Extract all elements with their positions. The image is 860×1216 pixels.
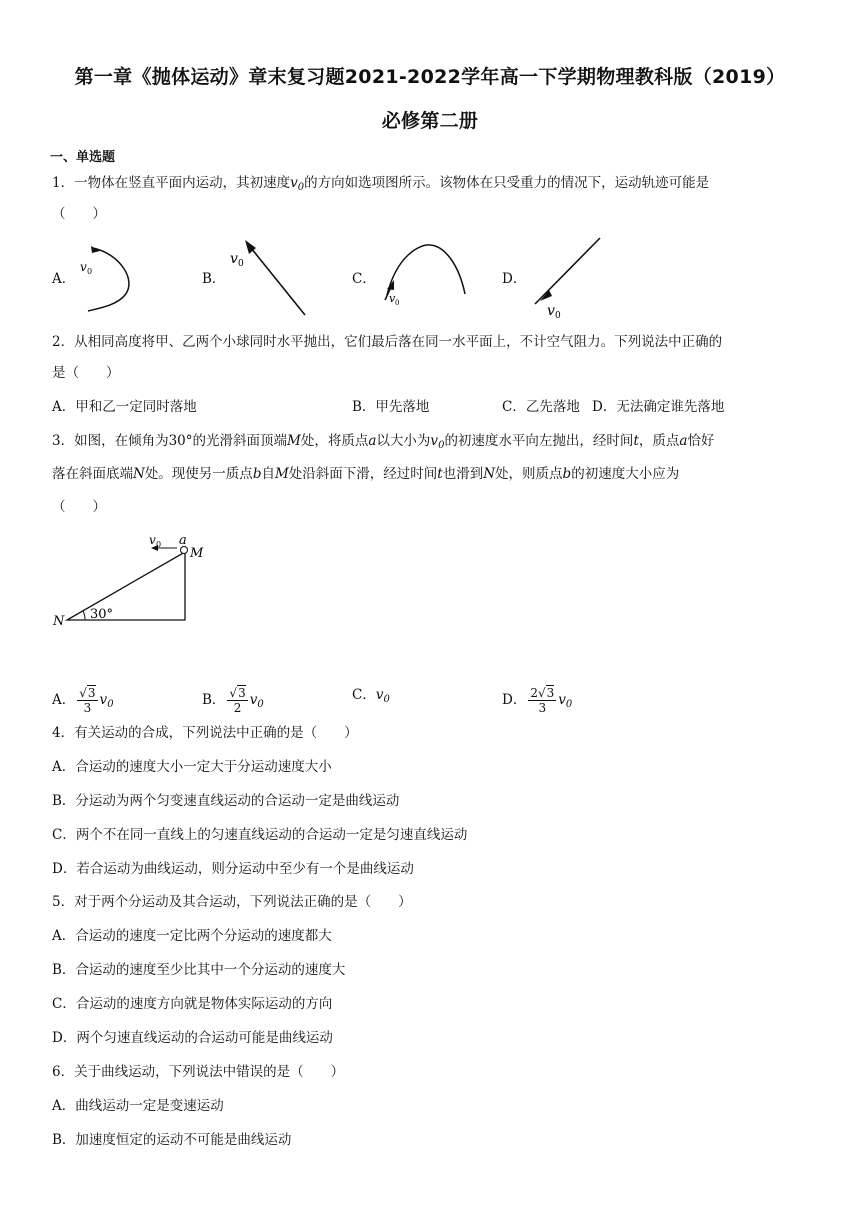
q3-option-d: D． $\frac{2√3}{3}$ $v_0$ <box>502 686 573 715</box>
svg-text:0: 0 <box>238 259 244 269</box>
svg-text:a: a <box>179 533 187 548</box>
q1-option-d-figure <box>525 232 610 322</box>
q2-option-d: D．无法确定谁先落地 <box>592 399 725 415</box>
question-2-stem-line-1: 2．从相同高度将甲、乙两个小球同时水平抛出，它们最后落在同一水平面上，不计空气阻力。下列说法中正确的 <box>52 334 723 350</box>
document-title-line-1: 第一章《抛体运动》章末复习题2021-2022学年高一下学期物理教科版（2019） <box>74 66 786 88</box>
svg-text:0: 0 <box>395 299 400 307</box>
q3-option-c: C．$v_0$ <box>352 687 390 705</box>
svg-text:0: 0 <box>87 267 93 276</box>
q5-option-c: C．合运动的速度方向就是物体实际运动的方向 <box>52 996 333 1012</box>
svg-text:0: 0 <box>555 311 561 321</box>
q3-option-a: A． $\frac{√3}{3}$ $v_0$ <box>52 686 114 715</box>
q4-option-d: D．若合运动为曲线运动，则分运动中至少有一个是曲线运动 <box>52 861 414 877</box>
q1-option-d-label: D． <box>502 271 527 287</box>
question-5-stem: 5．对于两个分运动及其合运动，下列说法正确的是（ ） <box>52 894 412 910</box>
svg-text:M: M <box>190 546 204 561</box>
q1-option-b-figure <box>225 235 315 320</box>
q4-option-c: C．两个不在同一直线上的匀速直线运动的合运动一定是匀速直线运动 <box>52 827 468 843</box>
question-3-paren: （ ） <box>52 499 106 515</box>
q5-option-a: A．合运动的速度一定比两个分运动的速度都大 <box>52 928 332 944</box>
question-3-stem-line-2: 落在斜面底端N处。现使另一质点b自M处沿斜面下滑，经过时间t也滑到N处，则质点b的初速度大小应为 <box>52 466 680 482</box>
question-4-stem: 4．有关运动的合成，下列说法中正确的是（ ） <box>52 725 358 741</box>
q2-option-c: C．乙先落地 <box>502 399 580 415</box>
section-heading-single-choice: 一、单选题 <box>50 150 116 165</box>
question-3-stem-line-1: 3．如图，在倾角为30°的光滑斜面顶端M处，将质点a以大小为$v_0$的初速度水平向左抛出，经时间t，质点a恰好 <box>52 433 715 451</box>
question-1-paren: （ ） <box>52 206 106 222</box>
q1-option-b-label: B． <box>202 271 226 287</box>
svg-text:v: v <box>230 251 238 267</box>
q5-option-d: D．两个匀速直线运动的合运动可能是曲线运动 <box>52 1030 333 1046</box>
q6-option-a: A．曲线运动一定是变速运动 <box>52 1098 224 1114</box>
q2-option-a: A．甲和乙一定同时落地 <box>52 399 197 415</box>
q1-option-c-label: C． <box>352 271 376 287</box>
q4-option-a: A．合运动的速度大小一定大于分运动速度大小 <box>52 759 332 775</box>
q6-option-b: B．加速度恒定的运动不可能是曲线运动 <box>52 1132 292 1148</box>
q5-option-b: B．合运动的速度至少比其中一个分运动的速度大 <box>52 962 346 978</box>
q1-option-a-figure <box>75 240 145 315</box>
q4-option-b: B．分运动为两个匀变速直线运动的合运动一定是曲线运动 <box>52 793 400 809</box>
q1-option-c-figure <box>375 240 475 310</box>
q1-option-a-label: A． <box>52 271 76 287</box>
svg-text:v: v <box>80 260 87 274</box>
question-2-stem-line-2: 是（ ） <box>52 365 120 381</box>
svg-text:v: v <box>389 292 396 305</box>
svg-text:0: 0 <box>156 540 162 549</box>
question-6-stem: 6．关于曲线运动，下列说法中错误的是（ ） <box>52 1064 345 1080</box>
q3-incline-figure <box>45 530 220 630</box>
svg-text:v: v <box>547 303 555 319</box>
document-title-line-2: 必修第二册 <box>381 110 479 132</box>
q2-option-b: B．甲先落地 <box>352 399 430 415</box>
q3-option-b: B． $\frac{√3}{2}$ $v_0$ <box>202 686 264 715</box>
svg-text:v: v <box>149 533 156 547</box>
svg-text:30°: 30° <box>90 607 114 622</box>
question-1-stem: 1．一物体在竖直平面内运动，其初速度$v_0$的方向如选项图所示。该物体在只受重力的情况下，运动轨迹可能是 <box>52 175 710 193</box>
svg-text:N: N <box>53 614 65 629</box>
